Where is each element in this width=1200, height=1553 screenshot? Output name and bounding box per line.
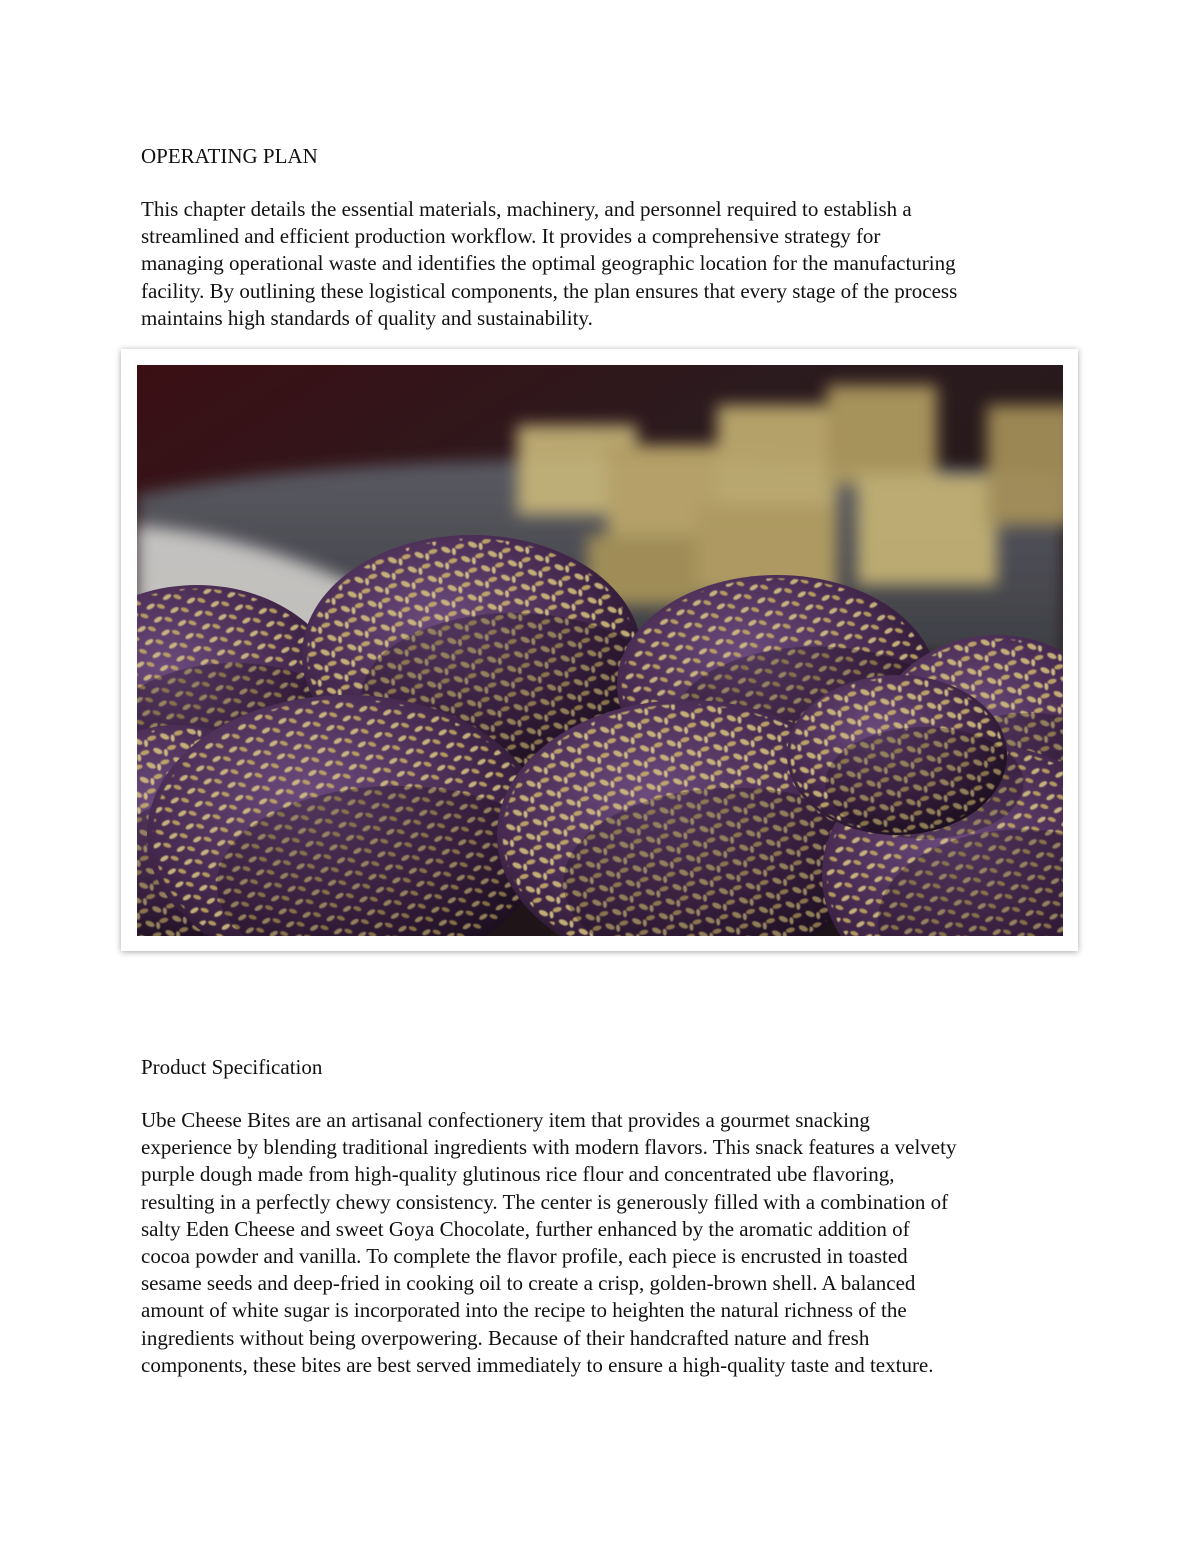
photo-frame bbox=[121, 349, 1078, 951]
section-title-product-specification: Product Specification bbox=[141, 1055, 323, 1079]
food-photo-icon bbox=[137, 365, 1063, 936]
operating-plan-paragraph: This chapter details the essential materials, machinery, and personnel required to establish a streamlined and efficient production workflow. It provides a comprehensive strategy for managing operational waste and identifies the optimal geographic location for the manufacturing facility. By outlining these logistical components, the plan ensures that every stage of the process maintains high standards of quality and sustainability. bbox=[141, 197, 958, 330]
section-title-operating-plan: OPERATING PLAN bbox=[141, 144, 318, 168]
product-specification-paragraph: Ube Cheese Bites are an artisanal confectionery item that provides a gourmet snacking experience by blending traditional ingredients with modern flavors. This snack features a velvety purple dough made from high-quality glutinous rice flour and concentrated ube flavoring, resulting in a perfectly chewy consistency. The center is generously filled with a combination of salty Eden Cheese and sweet Goya Chocolate, further enhanced by the aromatic addition of cocoa powder and vanilla. To complete the flavor profile, each piece is encrusted in toasted sesame seeds and deep-fried in cooking oil to create a crisp, golden-brown shell. A balanced amount of white sugar is incorporated into the recipe to heighten the natural richness of the ingredients without being overpowering. Because of their handcrafted nature and fresh components, these bites are best served immediately to ensure a high-quality taste and texture. bbox=[141, 1108, 957, 1377]
food-photo bbox=[137, 365, 1063, 936]
